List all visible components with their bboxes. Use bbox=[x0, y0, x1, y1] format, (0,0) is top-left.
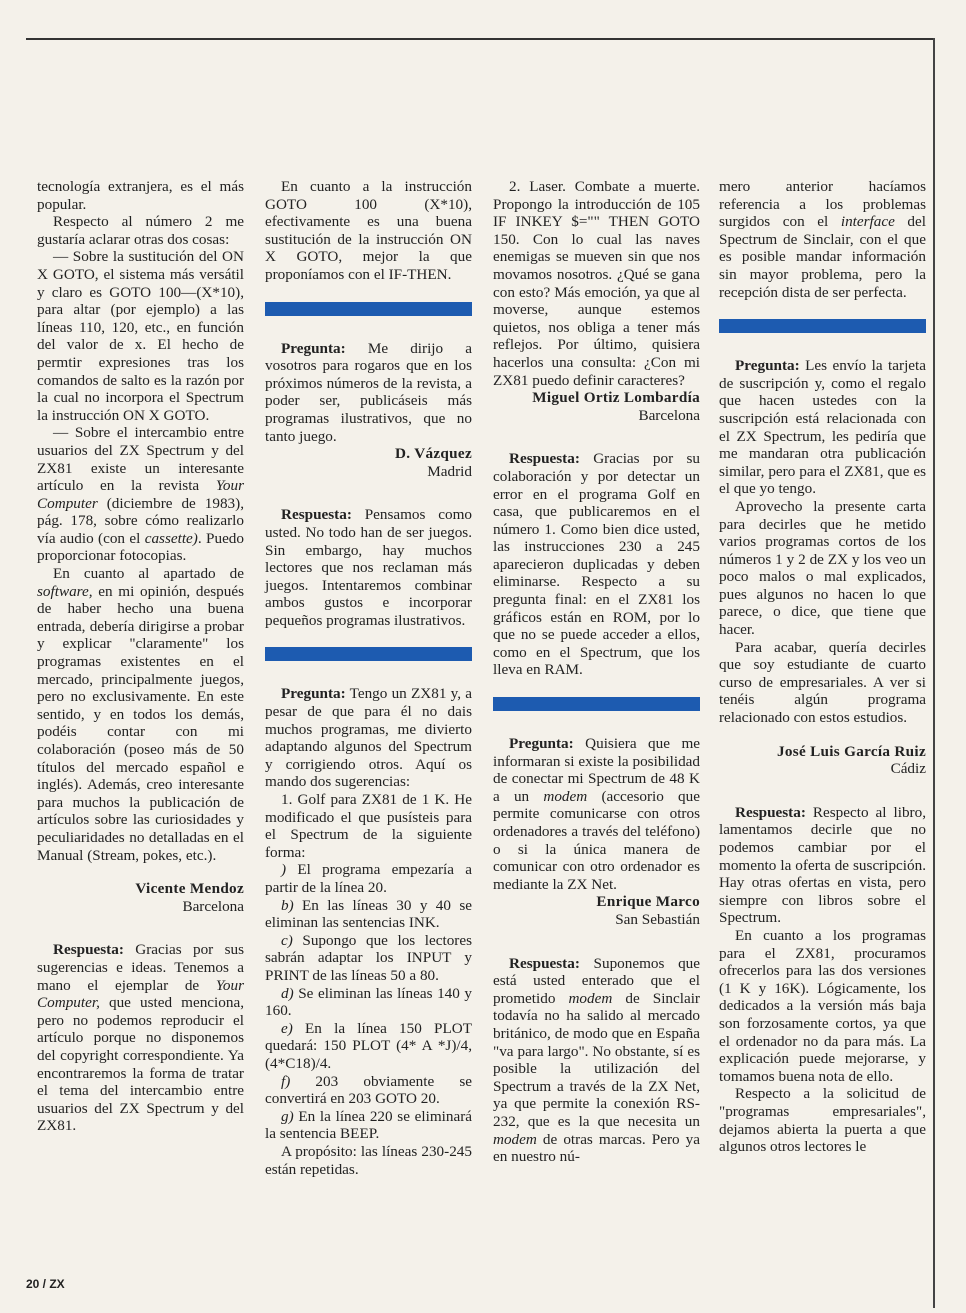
question-label: Pregunta: bbox=[509, 735, 574, 753]
answer-label: Respuesta: bbox=[509, 954, 580, 972]
letter-signature: D. Vázquez bbox=[395, 445, 472, 463]
list-item bbox=[265, 897, 472, 932]
letter-signature: Vicente Mendoz bbox=[135, 880, 244, 898]
letter-signature: Miguel Ortiz Lombardía bbox=[532, 389, 700, 407]
column-2 bbox=[265, 178, 472, 1178]
paragraph: En cuanto a los programas para el ZX81, procuramos ofrecerlos para las dos versiones (1 K y 16K). Lógicamente, los dedicados a la versión más baja son forzosamente cortos, ya que el ordenador no da para más. La explicación puede mejorarse, y tomamos buena nota de ello. bbox=[719, 926, 926, 1085]
letter-city: Madrid bbox=[427, 462, 472, 480]
italic-term: software, bbox=[37, 582, 93, 600]
text: En cuanto al apartado de bbox=[53, 565, 244, 583]
text: del Spectrum de Sinclair, con el que es posible mandar información sin mayor problema, pero la recepción dista de ser perfecta. bbox=[719, 213, 926, 301]
list-item bbox=[265, 985, 472, 1020]
question-paragraph bbox=[265, 340, 472, 446]
list-item bbox=[265, 1020, 472, 1073]
text: Supongo que los lectores sabrán adaptar los INPUT y PRINT de las líneas 50 a 80. bbox=[265, 931, 472, 984]
question-label: Pregunta: bbox=[281, 685, 346, 703]
text: 203 obviamente se convertirá en 203 GOTO 20. bbox=[265, 1072, 472, 1108]
magazine-title: Your Computer bbox=[37, 477, 244, 512]
paragraph: En cuanto a la instrucción GOTO 100 (X*10), efectivamente es una buena sustitución de la instrucción ON X GOTO, mejor la que proponíamos con el IF-THEN. bbox=[265, 178, 472, 283]
text: Suponemos que está usted enterado que el prometido bbox=[493, 954, 700, 1007]
answer-label: Respuesta: bbox=[509, 450, 580, 468]
section-divider-bar bbox=[719, 319, 926, 333]
magazine-title: Your Computer, bbox=[37, 976, 244, 1012]
text: (accesorio que permite comunicarse con otros ordenadores a través del teléfono) o si la única manera de comunicar con otro ordenador es mediante la ZX Net. bbox=[493, 787, 700, 893]
italic-term: modem bbox=[493, 1130, 537, 1148]
italic-term: cassette) bbox=[144, 529, 198, 547]
italic-term: interface bbox=[840, 213, 895, 231]
text: En la línea 150 PLOT quedará: 150 PLOT (4* A *J)/4, (4*C18)/4. bbox=[265, 1019, 472, 1072]
text: (diciembre de 1983), pág. 178, sobre cómo realizarlo vía audio (con el bbox=[37, 494, 244, 547]
question-paragraph bbox=[719, 357, 926, 498]
paragraph: A propósito: las líneas 230-245 están repetidas. bbox=[265, 1142, 472, 1178]
text: . Puedo proporcionar fotocopias. bbox=[37, 529, 244, 565]
text: que usted menciona, pero no podemos reproducir el artículo porque no disponemos del copyright correspondiente. Ya encontraremos la forma de tratar el tema del intercambio entre usuarios del ZX Spectrum y del ZX81. bbox=[37, 994, 244, 1135]
letter-signature: José Luis García Ruiz bbox=[776, 742, 926, 760]
list-marker: b) bbox=[281, 896, 294, 914]
paragraph bbox=[37, 565, 244, 864]
page-number: 20 / ZX bbox=[26, 1277, 65, 1291]
text: Gracias por su colaboración y por detectar un error en el programa Golf en casa, que publicaremos en el número 1. Como bien dice usted, las instrucciones 230 a 245 aparecieron duplicadas y deben eliminarse. Respecto a su pregunta final: en el ZX81 los gráficos están en ROM, por lo que no se puede acceder a ellos, como en el Spectrum, que los lleva en RAM. bbox=[493, 450, 700, 679]
section-divider-bar bbox=[265, 647, 472, 661]
italic-term: modem bbox=[568, 989, 613, 1007]
letter-city: Barcelona bbox=[638, 406, 700, 424]
list-item bbox=[265, 932, 472, 985]
list-item bbox=[265, 1073, 472, 1108]
section-divider-bar bbox=[265, 302, 472, 316]
text: En las líneas 30 y 40 se eliminan las sentencias INK. bbox=[265, 896, 472, 932]
text: de Sinclair todavía no ha salido al mercado británico, de modo que en España "va para largo". No obstante, sí es posible la utilización del Spectrum a través de la ZX Net, ya que permite la conexión RS-232, que es la que necesita un bbox=[493, 989, 700, 1130]
text: — Sobre el intercambio entre usuarios del ZX Spectrum y del ZX81 existe un interesante artículo en la revista bbox=[37, 424, 244, 495]
right-rule bbox=[933, 38, 935, 1308]
text: Les envío la tarjeta de suscripción y, como el regalo que hacen ustedes con la suscripción está relacionada con el ZX Spectrum, les pediría que me mandaran otra publicación similar, pero para el ZX81, que es el que yo tengo. bbox=[719, 357, 926, 498]
column-1 bbox=[37, 178, 244, 1135]
column-3 bbox=[493, 178, 700, 1166]
paragraph bbox=[719, 178, 926, 301]
list-item bbox=[265, 1108, 472, 1143]
list-marker: c) bbox=[281, 931, 293, 949]
letter-city: San Sebastián bbox=[615, 910, 700, 928]
section-divider-bar bbox=[493, 697, 700, 711]
answer-label: Respuesta: bbox=[735, 803, 806, 821]
paragraph: tecnología extranjera, es el más popular. bbox=[37, 178, 244, 213]
text: Quisiera que me informaran si existe la posibilidad de conectar mi Spectrum de 48 K a un bbox=[493, 735, 700, 805]
answer-label: Respuesta: bbox=[281, 506, 352, 524]
text: Tengo un ZX81 y, a pesar de que para él no dais muchos programas, me divierto adaptando algunos del Spectrum y corrigiendo otros. Aquí os mando dos sugerencias: bbox=[265, 685, 472, 791]
question-label: Pregunta: bbox=[281, 339, 346, 357]
list-item bbox=[265, 861, 472, 896]
list-marker: g) bbox=[281, 1107, 294, 1125]
paragraph: Respecto al número 2 me gustaría aclarar otras dos cosas: bbox=[37, 213, 244, 248]
answer-paragraph bbox=[493, 450, 700, 679]
text: Se eliminan las líneas 140 y 160. bbox=[265, 984, 472, 1020]
letter-signature: Enrique Marco bbox=[596, 893, 700, 911]
text: mero anterior hacíamos referencia a los problemas surgidos con el bbox=[719, 178, 926, 231]
question-label: Pregunta: bbox=[735, 357, 800, 375]
top-rule bbox=[26, 38, 934, 40]
question-paragraph bbox=[493, 735, 700, 893]
answer-paragraph bbox=[265, 506, 472, 629]
letter-city: Barcelona bbox=[182, 897, 244, 915]
list-marker: f) bbox=[281, 1072, 291, 1090]
column-4 bbox=[719, 178, 926, 1156]
italic-term: modem bbox=[543, 787, 588, 805]
text: Gracias por sus sugerencias e ideas. Tenemos a mano el ejemplar de bbox=[37, 941, 244, 994]
text: en mi opinión, después de haber hecho una buena entrada, debería dirigirse a probar y explicar "claramente" los programas existentes en el mercado, principalmente juegos, pero no exclusivamente. En este sentido, y en todos los demás, podéis contar con mi colaboración (poseo más de 50 títulos del mercado español e inglés). Además, creo interesante para muchos la publicación de artículos sobre las curiosidades y peculiaridades no detalladas en el Manual (Stream, pokes, etc.). bbox=[37, 582, 244, 864]
question-paragraph bbox=[265, 685, 472, 791]
paragraph: 1. Golf para ZX81 de 1 K. He modificado el que pusísteis para el Spectrum de la siguiente forma: bbox=[265, 791, 472, 861]
letter-city: Cádiz bbox=[890, 760, 926, 778]
text: de otras marcas. Pero ya en nuestro nú- bbox=[493, 1130, 700, 1166]
paragraph: Respecto a la solicitud de "programas empresariales", dejamos abierta la puerta a que algunos otros lectores le bbox=[719, 1085, 926, 1156]
list-marker: e) bbox=[281, 1019, 293, 1037]
answer-paragraph bbox=[37, 941, 244, 1135]
list-marker: ) bbox=[281, 861, 287, 879]
answer-label: Respuesta: bbox=[53, 941, 124, 959]
text: El programa empezaría a partir de la línea 20. bbox=[265, 861, 472, 896]
text: Pensamos como usted. No todo han de ser juegos. Sin embargo, hay muchos lectores que nos reclaman más juegos. Intentaremos combinar ambos gustos e incorporar pequeños programas ilustrativos. bbox=[265, 506, 472, 629]
paragraph bbox=[37, 424, 244, 565]
text: Me dirijo a vosotros para rogaros que en los próximos números de la revista, a poder ser, publicáseis más programas ilustrativos, que no tanto juego. bbox=[265, 339, 472, 445]
paragraph: 2. Laser. Combate a muerte. Propongo la introducción de 105 IF INKEY $="" THEN GOTO 150. Con lo cual las naves enemigas se mueven sin que nos movamos nosotros. ¿Qué se gana con esto? Más emoción, ya que al moverse, aunque estemos quietos, nos obliga a tener más reflejos. Por último, quisiera hacerlos una consulta: ¿Con mi ZX81 puedo definir caracteres? bbox=[493, 178, 700, 389]
paragraph: Aprovecho la presente carta para decirles que he metido varios programas cortos de los números 1 y 2 de ZX y los veo un poco malos o mal explicados, pues algunos no hacen lo que parece, o dice, que tiene que hacer. bbox=[719, 497, 926, 639]
text: En la línea 220 se eliminará la sentencia BEEP. bbox=[265, 1107, 472, 1143]
paragraph: Para acabar, quería decirles que soy estudiante de cuarto curso de empresariales. A ver si tenéis algún programa relacionado con estos estudios. bbox=[719, 638, 926, 727]
paragraph: — Sobre la sustitución del ON X GOTO, el sistema más versátil y claro es GOTO 100—(X*10), para altar (por ejemplo) a las líneas 110, 120, etc., en función del valor de x. El hecho de permtir expresiones tras los comandos de salto es la razón por la cual no incorpora el Spectrum la instrucción ON X GOTO. bbox=[37, 248, 244, 424]
list-marker: d) bbox=[281, 984, 294, 1002]
text: Respecto al libro, lamentamos decirle que no podemos cambiar por el momento la oferta de suscripción. Hay otras ofertas en vista, pero siempre con libros sobre el Spectrum. bbox=[719, 803, 926, 927]
answer-paragraph bbox=[719, 804, 926, 927]
answer-paragraph bbox=[493, 955, 700, 1166]
